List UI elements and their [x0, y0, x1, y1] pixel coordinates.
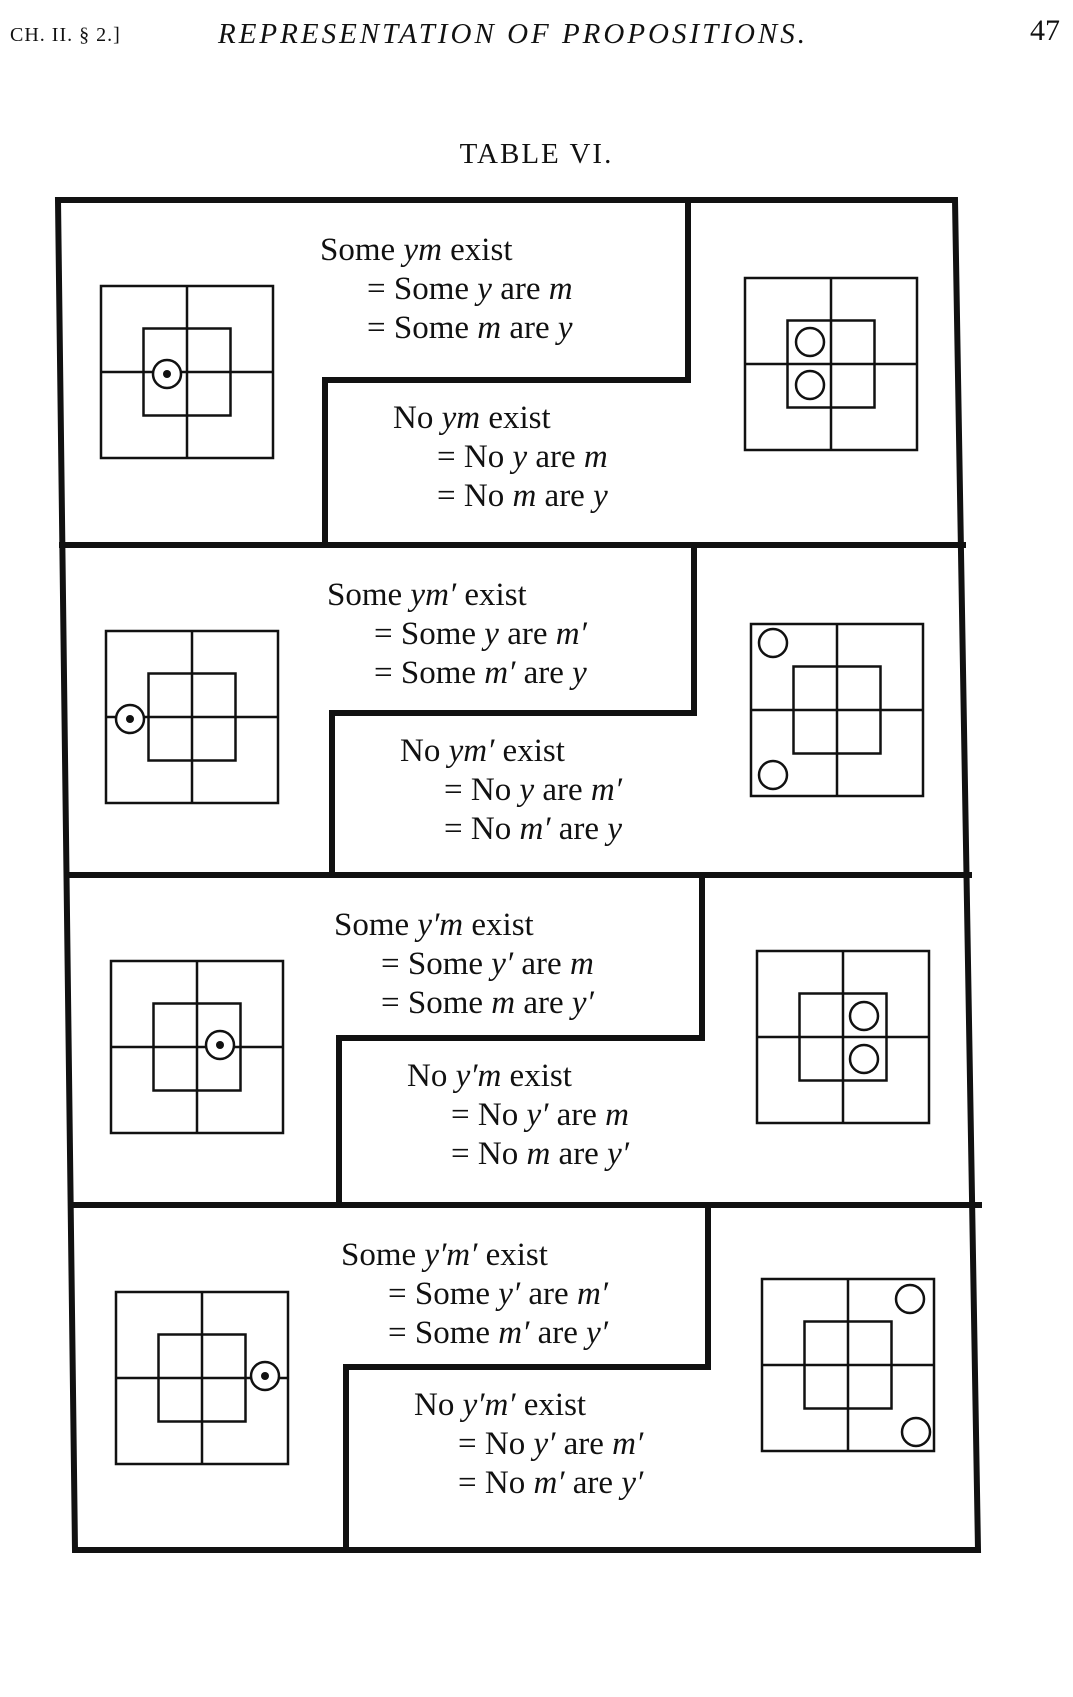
no-equivalent-2: = No m are y — [437, 478, 608, 514]
no-equivalent-2: = No m are y′ — [451, 1136, 629, 1172]
some-equivalent-2: = Some m are y — [367, 310, 573, 346]
table-row — [111, 875, 929, 1205]
table-row — [116, 1205, 934, 1550]
empty-counter — [850, 1045, 878, 1073]
no-equivalent-2: = No m′ are y′ — [458, 1465, 644, 1501]
left-diagram — [106, 631, 278, 803]
no-equivalent-1: = No y′ are m′ — [458, 1426, 644, 1462]
no-equivalent-1: = No y′ are m — [451, 1097, 629, 1133]
some-equivalent-1: = Some y′ are m′ — [388, 1276, 609, 1312]
some-statement: Some ym exist — [320, 232, 513, 268]
no-equivalent-1: = No y are m′ — [444, 772, 622, 808]
table-row — [101, 200, 917, 545]
table-row — [106, 545, 923, 875]
right-diagram — [751, 624, 923, 796]
empty-counter — [759, 629, 787, 657]
left-diagram — [116, 1292, 288, 1464]
some-equivalent-1: = Some y are m′ — [374, 616, 587, 652]
counter-dot — [163, 370, 171, 378]
no-statement: No ym′ exist — [400, 733, 565, 769]
some-statement: Some y′m exist — [334, 907, 534, 943]
right-diagram — [745, 278, 917, 450]
counter-dot — [216, 1041, 224, 1049]
no-statement: No ym exist — [393, 400, 551, 436]
no-equivalent-2: = No m′ are y — [444, 811, 622, 847]
right-diagram — [762, 1279, 934, 1451]
no-statement: No y′m′ exist — [414, 1387, 587, 1423]
counter-dot — [261, 1372, 269, 1380]
some-statement: Some y′m′ exist — [341, 1237, 548, 1273]
some-equivalent-2: = Some m are y′ — [381, 985, 594, 1021]
empty-counter — [796, 371, 824, 399]
left-diagram — [111, 961, 283, 1133]
no-statement: No y′m exist — [407, 1058, 572, 1094]
no-equivalent-1: = No y are m — [437, 439, 608, 475]
empty-counter — [896, 1285, 924, 1313]
some-equivalent-1: = Some y are m — [367, 271, 573, 307]
some-equivalent-2: = Some m′ are y — [374, 655, 587, 691]
empty-counter — [759, 761, 787, 789]
running-title: REPRESENTATION OF PROPOSITIONS. — [218, 18, 808, 50]
some-equivalent-1: = Some y′ are m — [381, 946, 594, 982]
empty-counter — [850, 1002, 878, 1030]
right-diagram — [757, 951, 929, 1123]
chapter-reference: CH. II. § 2.] — [10, 24, 121, 46]
table-title: TABLE VI. — [459, 138, 614, 170]
some-equivalent-2: = Some m′ are y′ — [388, 1315, 609, 1351]
some-statement: Some ym′ exist — [327, 577, 527, 613]
left-diagram — [101, 286, 273, 458]
empty-counter — [902, 1418, 930, 1446]
counter-dot — [126, 715, 134, 723]
empty-counter — [796, 328, 824, 356]
page-number: 47 — [1030, 14, 1060, 47]
